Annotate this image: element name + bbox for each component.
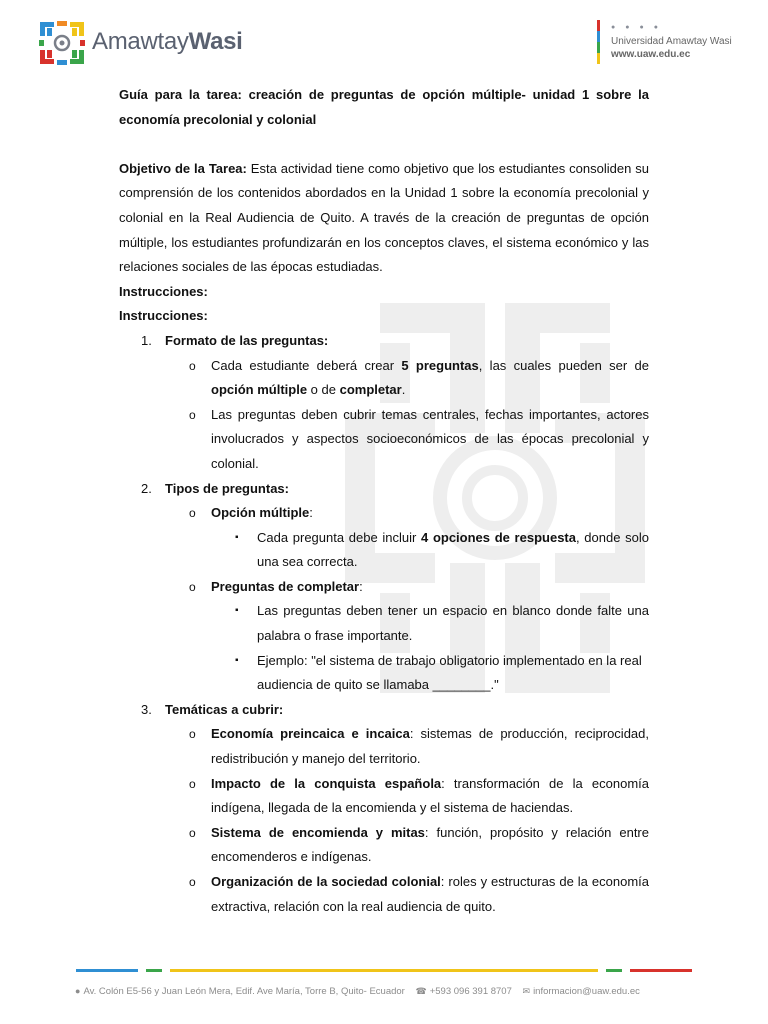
section-topics [119, 698, 649, 723]
section-title: Tipos de preguntas: [165, 480, 289, 496]
color-bar [597, 20, 600, 64]
list-marker: o [189, 506, 196, 521]
tiktok-icon[interactable]: ● [653, 24, 668, 31]
footer-email[interactable]: informacion@uaw.edu.ec [533, 986, 640, 997]
facebook-icon[interactable]: ● [611, 24, 626, 31]
section-title: Temáticas a cubrir: [165, 701, 284, 717]
list-item: o Impacto de la conquista española: transformación de la economía indígena, llegada de la encomienda y el sistema de haciendas. [119, 772, 649, 821]
sub-list-item: ▪ Las preguntas deben tener un espacio en blanco donde falte una palabra o frase importante. [119, 599, 649, 648]
section-number: 3. [141, 701, 152, 717]
section-question-types [119, 477, 649, 502]
logo-text-bold: Wasi [188, 28, 243, 55]
list-marker: o [189, 825, 196, 840]
email-block [523, 986, 640, 997]
chakana-logo-icon [37, 18, 87, 68]
footer-bar-green [146, 969, 162, 972]
phone-icon: ☎ [415, 986, 427, 996]
objective-label: Objetivo de la Tarea: [119, 160, 247, 176]
footer-bar-blue [76, 969, 138, 972]
email-icon: ✉ [522, 986, 531, 996]
instructions-heading: Instrucciones: [119, 283, 208, 299]
university-info [597, 18, 747, 68]
youtube-icon[interactable]: ● [639, 24, 654, 31]
list-marker: o [189, 407, 196, 422]
logo-wordmark [92, 28, 243, 56]
section-number: 1. [141, 332, 152, 348]
university-name: Universidad Amawtay Wasi [611, 36, 732, 47]
list-marker: o [189, 358, 196, 373]
social-icons [611, 24, 668, 31]
list-item: o Economía preincaica e incaica: sistemas de producción, reciprocidad, redistribución y manejo del territorio. [119, 722, 649, 771]
list-item: o Sistema de encomienda y mitas: función, propósito y relación entre encomenderos e indígenas. [119, 821, 649, 870]
footer-address: Av. Colón E5-56 y Juan León Mera, Edif. Ave María, Torre B, Quito- Ecuador [83, 986, 405, 997]
list-item: o Cada estudiante deberá crear 5 preguntas, las cuales pueden ser de opción múltiple o de completar. [119, 354, 649, 403]
sub-list-item: ▪ Cada pregunta debe incluir 4 opciones de respuesta, donde solo una sea correcta. [119, 526, 649, 575]
list-item: o Organización de la sociedad colonial: roles y estructuras de la economía extractiva, relación con la real audiencia de quito. [119, 870, 649, 919]
instagram-icon[interactable]: ● [625, 24, 640, 31]
list-marker: o [189, 727, 196, 742]
document-title: Guía para la tarea: creación de preguntas de opción múltiple- unidad 1 sobre la economía precolonial y colonial [119, 87, 649, 127]
instructions-heading-repeat: Instrucciones: [119, 308, 208, 324]
footer-bar-red [630, 969, 692, 972]
footer-phone[interactable]: +593 096 391 8707 [429, 986, 512, 997]
list-item: o Preguntas de completar: [119, 575, 649, 600]
amawtaywasi-logo [37, 18, 243, 68]
list-marker: ▪ [235, 654, 239, 666]
footer-contact [75, 986, 695, 997]
footer-bar-green-2 [606, 969, 622, 972]
phone-block [416, 986, 512, 997]
section-number: 2. [141, 480, 152, 496]
section-format [119, 329, 649, 354]
location-pin-icon: ● [75, 986, 81, 996]
sub-list-item: ▪ Ejemplo: "el sistema de trabajo obligatorio implementado en la real audiencia de quito se llamaba ________." [119, 649, 649, 698]
address-block [75, 986, 405, 997]
objective-text: Esta actividad tiene como objetivo que los estudiantes consoliden su comprensión de los contenidos abordados en la Unidad 1 sobre la economía precolonial y colonial en la Real Audiencia de Quito. A través de la creación de preguntas de opción múltiple, los estudiantes profundizarán en los conceptos claves, el sistema económico y las relaciones sociales de las épocas estudiadas. [119, 160, 649, 275]
list-marker: o [189, 776, 196, 791]
list-marker: ▪ [235, 605, 239, 617]
university-website[interactable]: www.uaw.edu.ec [611, 49, 691, 60]
footer-bar-yellow [170, 969, 598, 972]
list-marker: o [189, 875, 196, 889]
list-marker: ▪ [235, 531, 239, 543]
objective-paragraph [119, 157, 649, 280]
list-item: o Las preguntas deben cubrir temas centrales, fechas importantes, actores involucrados y aspectos socioeconómicos de las épocas precolonial y colonial. [119, 403, 649, 477]
document-body [119, 83, 649, 919]
logo-text-light: Amawtay [92, 28, 189, 55]
list-marker: o [189, 579, 196, 594]
list-item: o Opción múltiple: [119, 501, 649, 526]
section-title: Formato de las preguntas: [165, 332, 329, 348]
